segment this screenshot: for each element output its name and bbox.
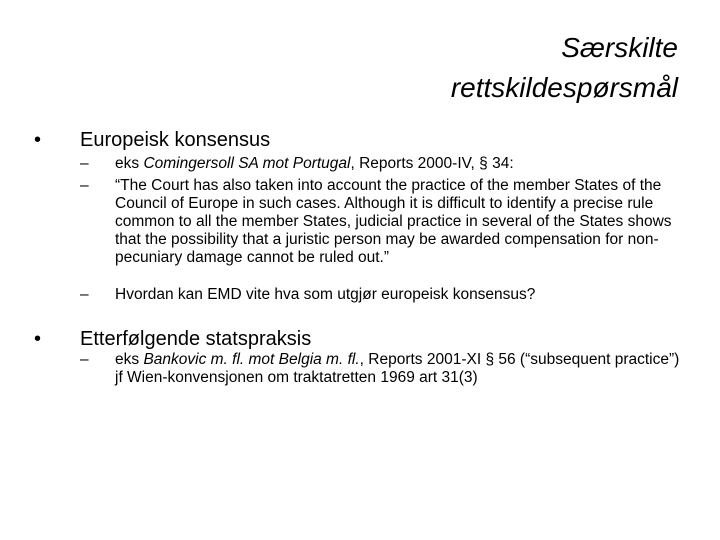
question-text: Hvordan kan EMD vite hva som utgjør europeisk konsensus?	[115, 286, 536, 303]
quote-text: “The Court has also taken into account the practice of the member States of the Council of Europe in such cases. Although it is difficult to identify a precise rule common to all the member States, judicial practice in several of the States shows that the possibility that a juristic person may be awarded compensation for non-pecuniary damage cannot be ruled out.”	[115, 177, 672, 266]
item-suffix: , Reports 2001-XI § 56 (“subsequent practice”) jf Wien-konvensjonen om traktatretten 1969 art 31(3)	[115, 351, 680, 386]
bullet-marker: •	[34, 129, 42, 151]
dash-marker: –	[80, 351, 89, 368]
title-line-1: Særskilte	[561, 32, 678, 63]
section-heading-europeisk-konsensus: Europeisk konsensus	[80, 129, 271, 151]
case-name: Comingersoll SA mot Portugal	[143, 155, 351, 172]
case-name: Bankovic m. fl. mot Belgia m. fl.	[143, 351, 360, 368]
item-prefix: eks	[115, 351, 144, 368]
dash-marker: –	[80, 155, 89, 172]
dash-marker: –	[80, 286, 89, 303]
item-suffix: , Reports 2000-IV, § 34:	[350, 155, 514, 172]
title-line-2: rettskildespørsmål	[450, 72, 678, 103]
item-prefix: eks	[115, 155, 144, 172]
bullet-marker: •	[34, 328, 42, 350]
list-item	[80, 286, 680, 304]
list-item	[80, 155, 680, 173]
dash-marker: –	[80, 177, 89, 194]
list-item	[80, 177, 680, 267]
section-heading-etterfolgende-statspraksis: Etterfølgende statspraksis	[80, 328, 312, 350]
slide-title	[218, 28, 678, 108]
list-item	[80, 351, 680, 387]
